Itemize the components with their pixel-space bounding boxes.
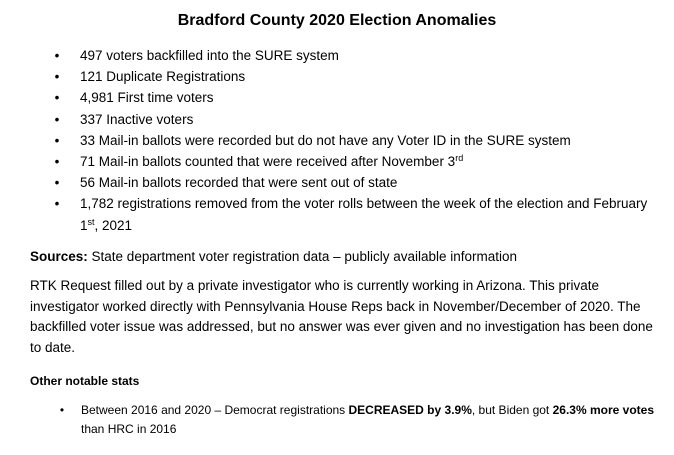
notable-text-3: than HRC in 2016 — [81, 421, 177, 436]
list-item — [52, 66, 652, 87]
notable-bold-1: DECREASED by 3.9% — [348, 403, 472, 417]
notable-text-2: , but Biden got — [471, 403, 553, 417]
notable-list — [57, 401, 657, 438]
list-item — [52, 45, 652, 66]
list-item-text: 337 Inactive voters — [80, 111, 194, 127]
bullet-icon: • — [54, 90, 60, 106]
list-item — [52, 109, 652, 130]
sources-line — [30, 247, 650, 267]
ordinal-suffix: st — [87, 216, 95, 227]
list-item-text: 56 Mail-in ballots recorded that were sent out of state — [80, 175, 398, 191]
sources-label: Sources: — [30, 249, 88, 264]
list-item — [57, 401, 657, 438]
rtk-paragraph: RTK Request filled out by a private investigator who is currently working in Arizona. This private investigator worked directly with Pennsylvania House Reps back in November/December of 2020. The backfilled voter issue was addressed, but no answer was ever given and no investigation has been done to date. — [30, 278, 653, 355]
list-item-text: 4,981 First time voters — [80, 90, 214, 106]
list-item-text: 71 Mail-in ballots counted that were received after November 3 — [80, 154, 456, 170]
bullet-icon: • — [54, 48, 60, 63]
list-item-text-end: , 2021 — [94, 217, 133, 233]
list-item — [52, 193, 652, 235]
list-item-text: 121 Duplicate Registrations — [80, 69, 246, 85]
list-item — [52, 87, 652, 108]
ordinal-suffix: rd — [455, 153, 464, 164]
bullet-icon: • — [59, 403, 65, 417]
bullet-icon: • — [54, 111, 60, 127]
bullet-icon: • — [54, 154, 60, 170]
document-title: Bradford County 2020 Election Anomalies — [177, 12, 497, 29]
list-item-text: 1,782 registrations removed from the voter rolls between the week of the election and February 1 — [80, 196, 648, 233]
list-item — [52, 172, 652, 193]
notable-text-1: Between 2016 and 2020 – Democrat registrations — [81, 403, 349, 417]
notable-bold-2: 26.3% more votes — [552, 403, 654, 417]
list-item — [52, 130, 652, 151]
bullet-icon: • — [54, 175, 60, 191]
list-item-text: 497 voters backfilled into the SURE system — [80, 48, 339, 63]
bullet-icon: • — [54, 132, 60, 148]
bullet-icon: • — [54, 196, 60, 212]
list-item — [52, 151, 652, 172]
notable-heading: Other notable stats — [30, 374, 140, 388]
bullet-icon: • — [54, 69, 60, 85]
anomalies-list — [52, 45, 652, 236]
list-item-text: 33 Mail-in ballots were recorded but do not have any Voter ID in the SURE system — [80, 132, 571, 148]
sources-text: State department voter registration data – publicly available information — [87, 249, 518, 264]
